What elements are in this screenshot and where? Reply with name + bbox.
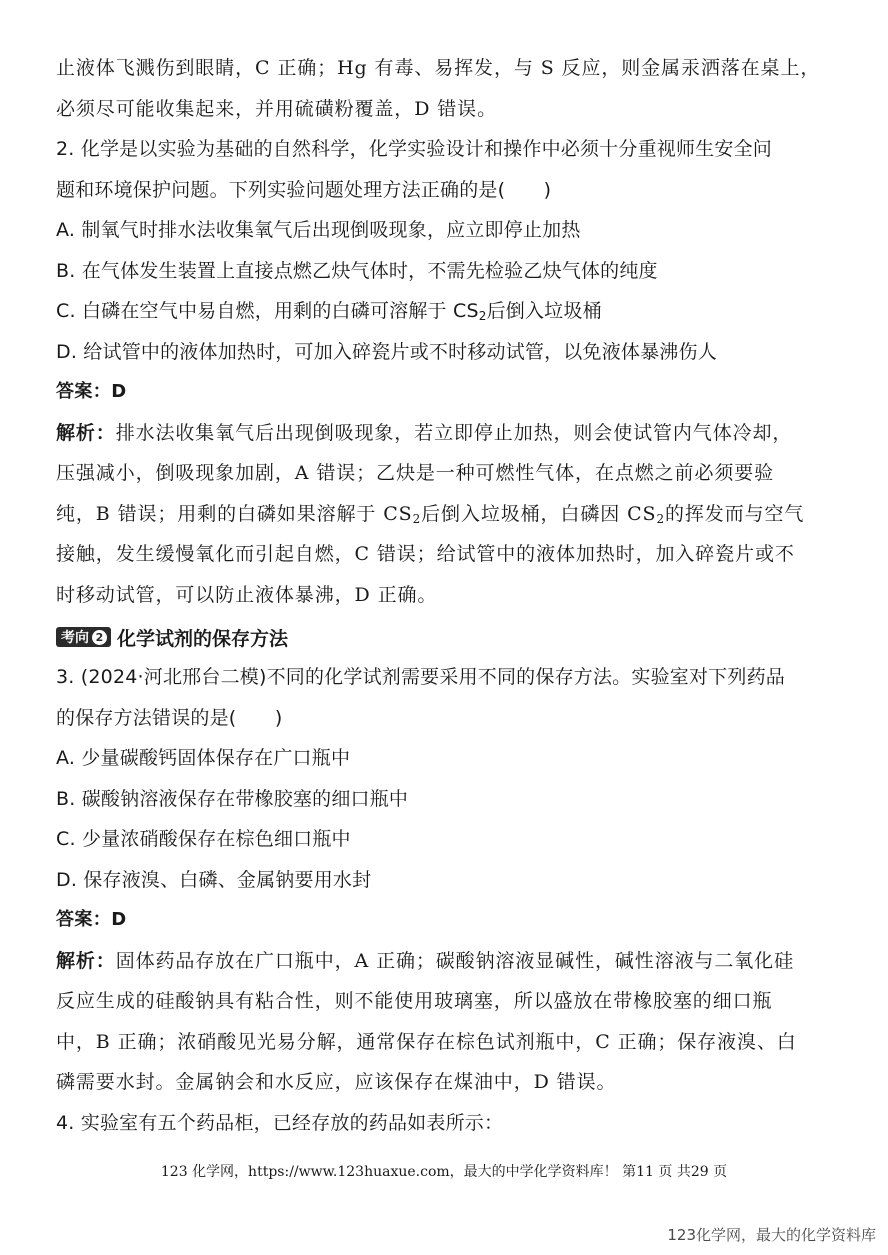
section-badge xyxy=(56,627,111,647)
question-2-analysis xyxy=(56,494,838,535)
question-3-analysis xyxy=(56,941,838,982)
subscript: 2 xyxy=(656,511,665,526)
option-c-text: 后倒入垃圾桶 xyxy=(486,300,602,322)
question-2-answer: 答案：D xyxy=(56,381,127,402)
analysis-text: 排水法收集氧气后出现倒吸现象，若立即停止加热，则会使试管内气体冷却， xyxy=(115,421,793,444)
section-title: 化学试剂的保存方法 xyxy=(117,627,289,650)
analysis-label: 解析： xyxy=(56,949,116,972)
option-c-text: C. 白磷在空气中易自燃，用剩的白磷可溶解于 CS xyxy=(56,300,479,322)
analysis-text: 后倒入垃圾桶，白磷因 CS xyxy=(421,502,657,525)
question-3-option-a: A. 少量碳酸钙固体保存在广口瓶中 xyxy=(56,747,351,769)
question-2-option-d: D. 给试管中的液体加热时，可加入碎瓷片或不时移动试管，以免液体暴沸伤人 xyxy=(56,340,717,363)
question-2-option-b: B. 在气体发生装置上直接点燃乙炔气体时，不需先检验乙炔气体的纯度 xyxy=(56,259,658,282)
document-page xyxy=(56,48,838,1143)
question-3-analysis: 反应生成的硅酸钠具有粘合性，则不能使用玻璃塞，所以盛放在带橡胶塞的细口瓶 xyxy=(56,990,773,1012)
analysis-text: 的挥发而与空气 xyxy=(665,502,805,525)
intro-line: 必须尽可能收集起来，并用硫磺粉覆盖，D 错误。 xyxy=(56,97,497,120)
question-3-answer: 答案：D xyxy=(56,909,127,930)
question-3-option-c: C. 少量浓硝酸保存在棕色细口瓶中 xyxy=(56,828,351,850)
page-footer: 123 化学网，https://www.123huaxue.com，最大的中学化学资料库！ 第11 页 共29 页 xyxy=(160,1164,728,1180)
question-3-option-d: D. 保存液溴、白磷、金属钠要用水封 xyxy=(56,868,372,891)
question-2-option-c xyxy=(56,291,838,332)
question-2-analysis: 压强减小，倒吸现象加剧，A 错误；乙炔是一种可燃性气体，在点燃之前必须要验 xyxy=(56,462,775,484)
question-2-analysis: 接触，发生缓慢氧化而引起自燃，C 错误；给试管中的液体加热时，加入碎瓷片或不 xyxy=(56,543,795,565)
intro-line: 止液体飞溅伤到眼睛，C 正确；Hg 有毒、易挥发，与 S 反应，则金属汞洒落在桌上， xyxy=(56,57,821,79)
question-2-option-a: A. 制氧气时排水法收集氧气后出现倒吸现象，应立即停止加热 xyxy=(56,219,581,241)
subscript: 2 xyxy=(412,511,422,526)
question-3-analysis: 磷需要水封。金属钠会和水反应，应该保存在煤油中，D 错误。 xyxy=(56,1071,617,1093)
question-2-stem: 2. 化学是以实验为基础的自然科学，化学实验设计和操作中必须十分重视师生安全问 xyxy=(56,138,772,160)
analysis-text: 固体药品存放在广口瓶中，A 正确；碳酸钠溶液显碱性，碱性溶液与二氧化硅 xyxy=(115,949,794,972)
badge-number: 2 xyxy=(92,630,107,645)
section-heading xyxy=(56,617,838,657)
analysis-label: 解析： xyxy=(56,421,116,444)
question-3-analysis: 中，B 正确；浓硝酸见光易分解，通常保存在棕色试剂瓶中，C 正确；保存液溴、白 xyxy=(56,1030,797,1053)
question-3-stem: 3. (2024·河北邢台二模)不同的化学试剂需要采用不同的保存方法。实验室对下列药品 xyxy=(56,666,785,688)
question-3-stem: 的保存方法错误的是( ) xyxy=(56,706,283,729)
question-2-stem: 题和环境保护问题。下列实验问题处理方法正确的是( ) xyxy=(56,178,552,201)
question-4-stem: 4. 实验室有五个药品柜，已经存放的药品如表所示： xyxy=(56,1111,504,1134)
badge-text: 考向 xyxy=(61,630,89,646)
watermark: 123化学网，最大的化学资料库 xyxy=(667,1226,876,1244)
subscript: 2 xyxy=(478,309,487,323)
question-2-analysis: 时移动试管，可以防止液体暴沸，D 正确。 xyxy=(56,583,438,606)
question-3-option-b: B. 碳酸钠溶液保存在带橡胶塞的细口瓶中 xyxy=(56,787,409,810)
analysis-text: 纯，B 错误；用剩的白磷如果溶解于 CS xyxy=(56,502,413,525)
question-2-analysis xyxy=(56,413,838,454)
